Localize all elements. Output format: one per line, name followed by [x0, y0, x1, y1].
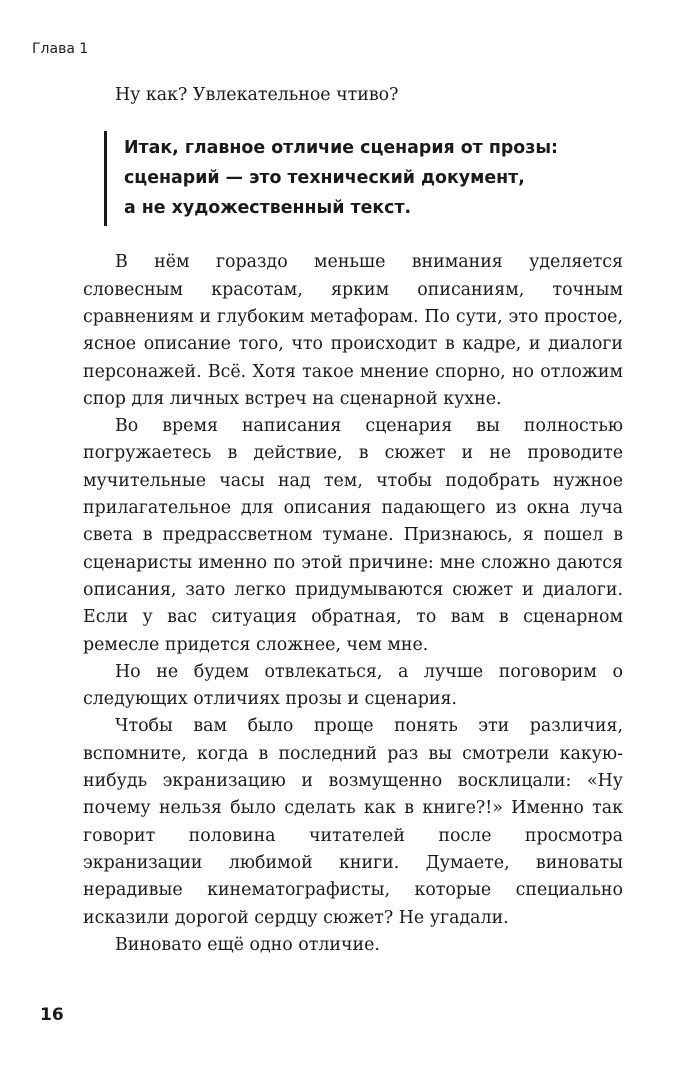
page-number: 16 — [40, 1005, 64, 1025]
page-body — [83, 82, 623, 959]
paragraph: Во время написания сценария вы полностью погружаетесь в действие, в сюжет и не проводите мучительные часы над тем, чтобы подобрать нужное прилагательное для описания падающего из окна луча света в предрассветном тумане. Признаюсь, я пошел в сценаристы именно по этой причине: мне сложно даются описания, зато легко придумываются сюжет и диалоги. Если у вас ситуация обратная, то вам в сценарном ремесле придется сложнее, чем мне. — [83, 416, 623, 655]
opening-line: Ну как? Увлекательное чтиво? — [115, 85, 399, 105]
paragraph: В нём гораздо меньше внимания уделяется словесным красотам, ярким описаниям, точным сравнениям и глубоким метафорам. По сути, это простое, ясное описание того, что происходит в кадре, и диалоги персонажей. Всё. Хотя такое мнение спорно, но отложим спор для личных встреч на сценарной кухне. — [83, 252, 623, 409]
paragraph: Виновато ещё одно отличие. — [115, 934, 380, 955]
paragraph: Чтобы вам было проще понять эти различия, вспомните, когда в последний раз вы смотрели какую-нибудь экранизацию и возмущенно восклицали: «Ну почему нельзя было сделать как в книге?!» Именно так говорит половина читателей после просмотра экранизации любимой книги. Думаете, виноваты нерадивые кинематографисты, которые специально исказили дорогой сердцу сюжет? Не угадали. — [83, 716, 623, 928]
pull-quote-line: Итак, главное отличие сценария от прозы: — [124, 138, 559, 159]
pull-quote-line: а не художественный текст. — [124, 197, 412, 218]
pull-quote — [104, 131, 623, 226]
pull-quote-line: сценарий — это технический документ, — [124, 168, 525, 188]
running-header: Глава 1 — [32, 41, 89, 57]
paragraph: Но не будем отвлекаться, а лучше поговорим о следующих отличиях прозы и сценария. — [83, 661, 623, 710]
